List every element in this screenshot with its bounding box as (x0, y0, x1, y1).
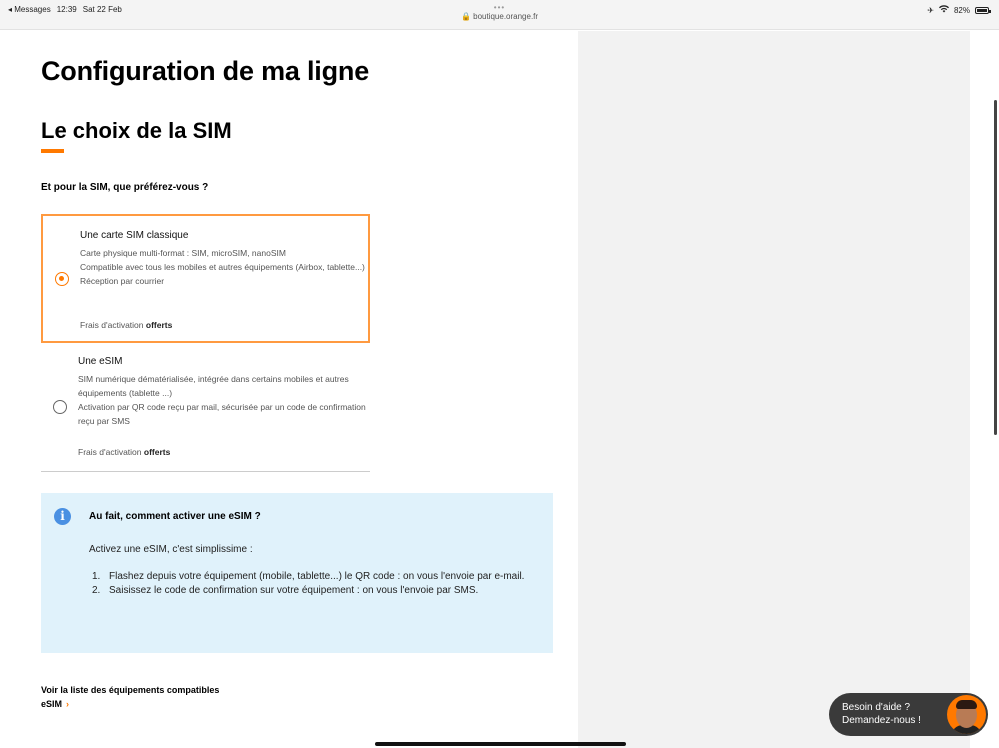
page-title: Configuration de ma ligne (41, 56, 370, 86)
option-fee (78, 447, 170, 457)
option-desc-line: Compatible avec tous les mobiles et autres équipements (Airbox, tablette...) (80, 262, 365, 272)
status-time: 12:39 (56, 5, 77, 14)
info-icon: i (54, 508, 71, 525)
step-text: Flashez depuis votre équipement (mobile, tablette...) le QR code : on vous l'envoie par e-mail. (109, 571, 525, 582)
info-title: Au fait, comment activer une eSIM ? (89, 511, 261, 522)
avatar (947, 695, 986, 734)
help-line: Besoin d'aide ? (842, 702, 911, 713)
help-text (842, 701, 921, 727)
list-item: 2. Saisissez le code de confirmation sur votre équipement : on vous l'envoie par SMS. (92, 584, 479, 596)
battery-percent: 82% (953, 5, 970, 15)
radio-selected-icon[interactable] (55, 272, 69, 286)
link-line: eSIM (41, 699, 63, 709)
step-text: Saisissez le code de confirmation sur votre équipement : on vous l'envoie par SMS. (109, 584, 479, 596)
help-line: Demandez-nous ! (842, 715, 921, 726)
wifi-icon (939, 5, 949, 15)
option-description (78, 372, 368, 428)
home-indicator[interactable] (375, 742, 626, 746)
multitask-dots[interactable]: ••• (493, 3, 506, 12)
chevron-right-icon: › (66, 699, 70, 709)
option-fee (80, 320, 172, 330)
list-item: 1. Flashez depuis votre équipement (mobile, tablette...) le QR code : on vous l'envoie par e-mail. (92, 571, 525, 582)
fee-value: offerts (145, 320, 173, 330)
option-title: Une carte SIM classique (80, 230, 189, 241)
info-intro: Activez une eSIM, c'est simplissime : (89, 544, 253, 555)
compatible-devices-link[interactable] (41, 683, 219, 711)
side-panel (578, 31, 970, 748)
option-desc-line: SIM numérique dématérialisée, intégrée dans certains mobiles et autres équipements (tablette ...) (78, 374, 349, 398)
option-desc-line: Activation par QR code reçu par mail, sécurisée par un code de confirmation reçu par SMS (78, 402, 366, 426)
airplane-icon: ✈ (927, 5, 934, 15)
option-description (80, 246, 370, 288)
esim-info-box (41, 493, 553, 653)
back-to-messages-link[interactable]: ◂ Messages (8, 5, 51, 14)
option-desc-line: Réception par courrier (80, 276, 165, 286)
title-underline (41, 149, 64, 153)
status-bar (0, 0, 999, 30)
fee-label: Frais d'activation (80, 320, 144, 330)
option-esim[interactable] (41, 344, 370, 472)
option-title: Une eSIM (78, 356, 123, 367)
status-date: Sat 22 Feb (82, 5, 122, 14)
sim-question: Et pour la SIM, que préférez-vous ? (41, 182, 209, 193)
link-line: Voir la liste des équipements compatibles (41, 685, 220, 695)
radio-unselected-icon[interactable] (53, 400, 67, 414)
option-sim-classique[interactable] (41, 214, 370, 343)
scroll-indicator[interactable] (994, 100, 997, 435)
help-chat-button[interactable] (829, 693, 988, 736)
option-desc-line: Carte physique multi-format : SIM, microSIM, nanoSIM (80, 248, 286, 258)
url-label: 🔒 boutique.orange.fr (460, 12, 539, 21)
section-title: Le choix de la SIM (41, 118, 232, 143)
info-steps (92, 570, 547, 597)
fee-label: Frais d'activation (78, 447, 142, 457)
fee-value: offerts (143, 447, 171, 457)
battery-icon (975, 7, 989, 14)
